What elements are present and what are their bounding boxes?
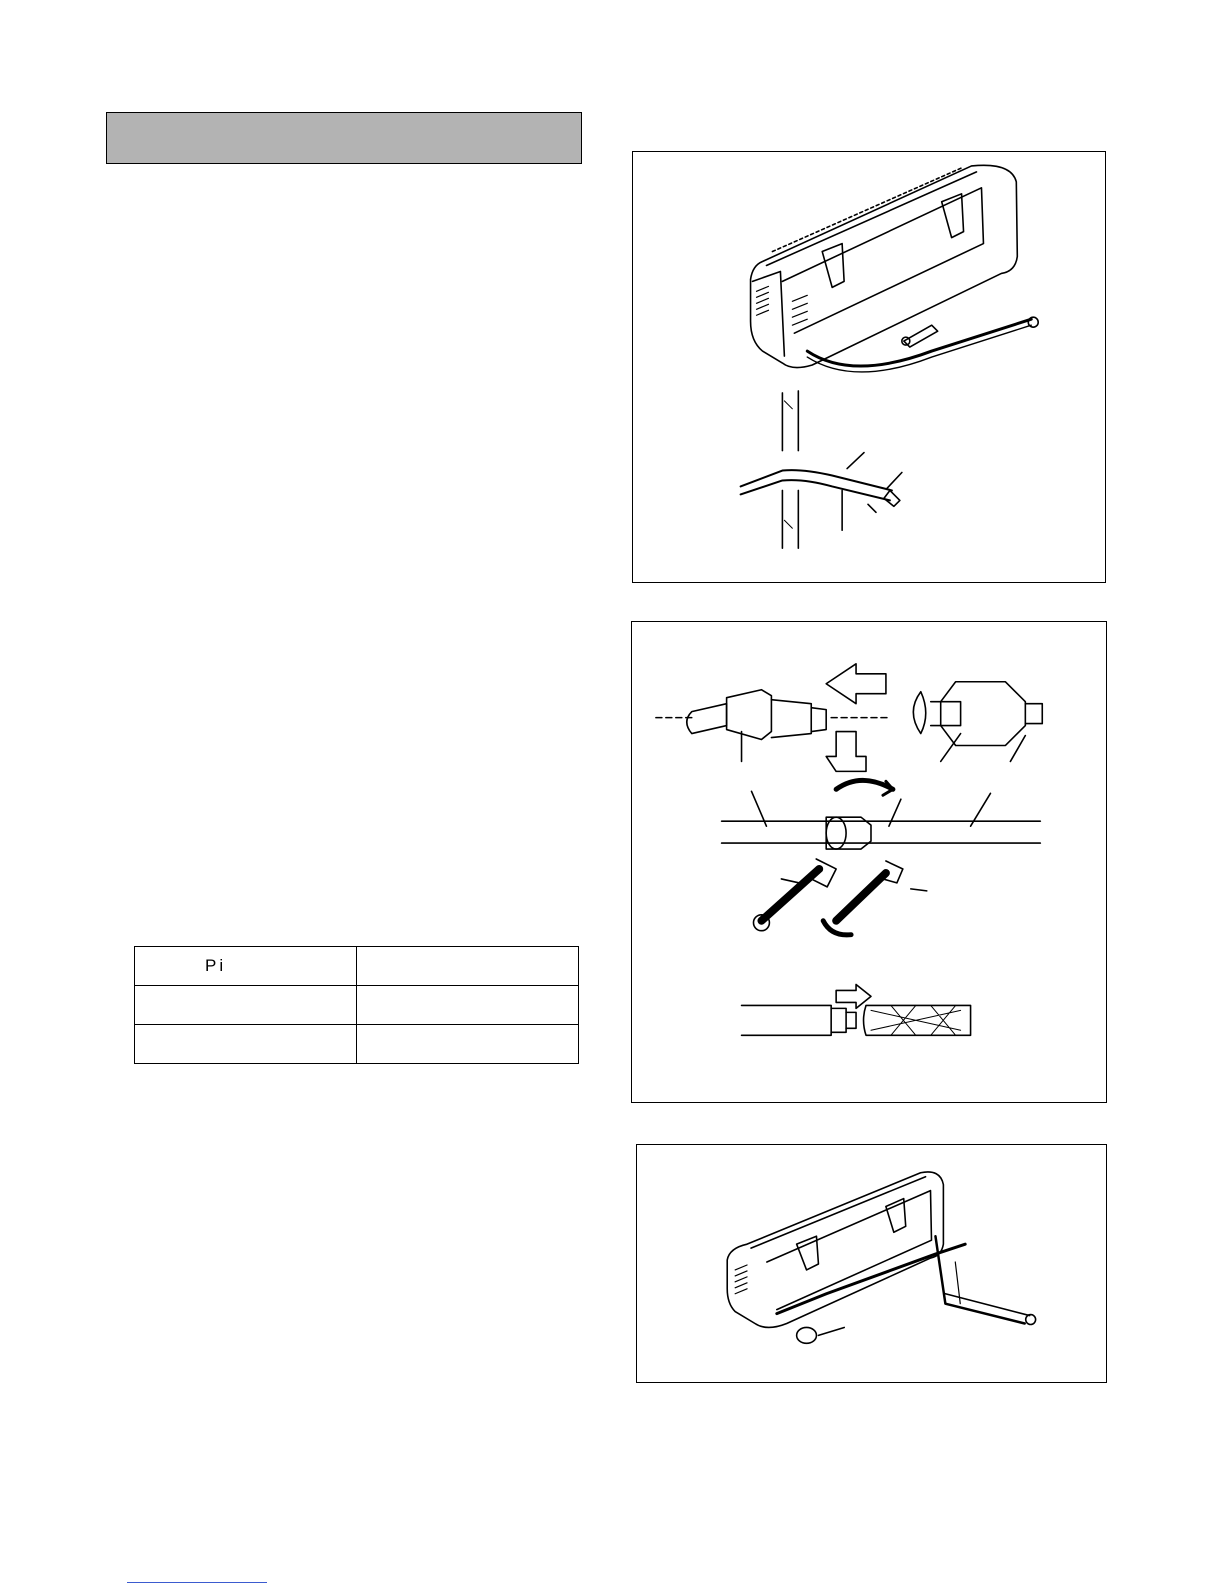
- table-cell: [135, 986, 357, 1025]
- footer-link-underline[interactable]: [127, 1581, 267, 1583]
- flare-connection-illustration: [632, 622, 1106, 1102]
- table-cell: [135, 1025, 357, 1064]
- drain-hose-illustration: [637, 1145, 1106, 1382]
- table-cell: [357, 986, 579, 1025]
- figure-drain-hose-routing: [636, 1144, 1107, 1383]
- table-row: [135, 947, 579, 986]
- section-header-bar: [106, 112, 582, 164]
- table-row: [135, 1025, 579, 1064]
- table-cell: [357, 947, 579, 986]
- table-cell: [357, 1025, 579, 1064]
- table-row: [135, 986, 579, 1025]
- table-cell: Pi: [135, 947, 357, 986]
- pipe-size-table: [134, 946, 579, 1064]
- figure-flare-connection: [631, 621, 1107, 1103]
- figure-indoor-unit-piping: [632, 151, 1106, 583]
- indoor-unit-illustration: [633, 152, 1105, 582]
